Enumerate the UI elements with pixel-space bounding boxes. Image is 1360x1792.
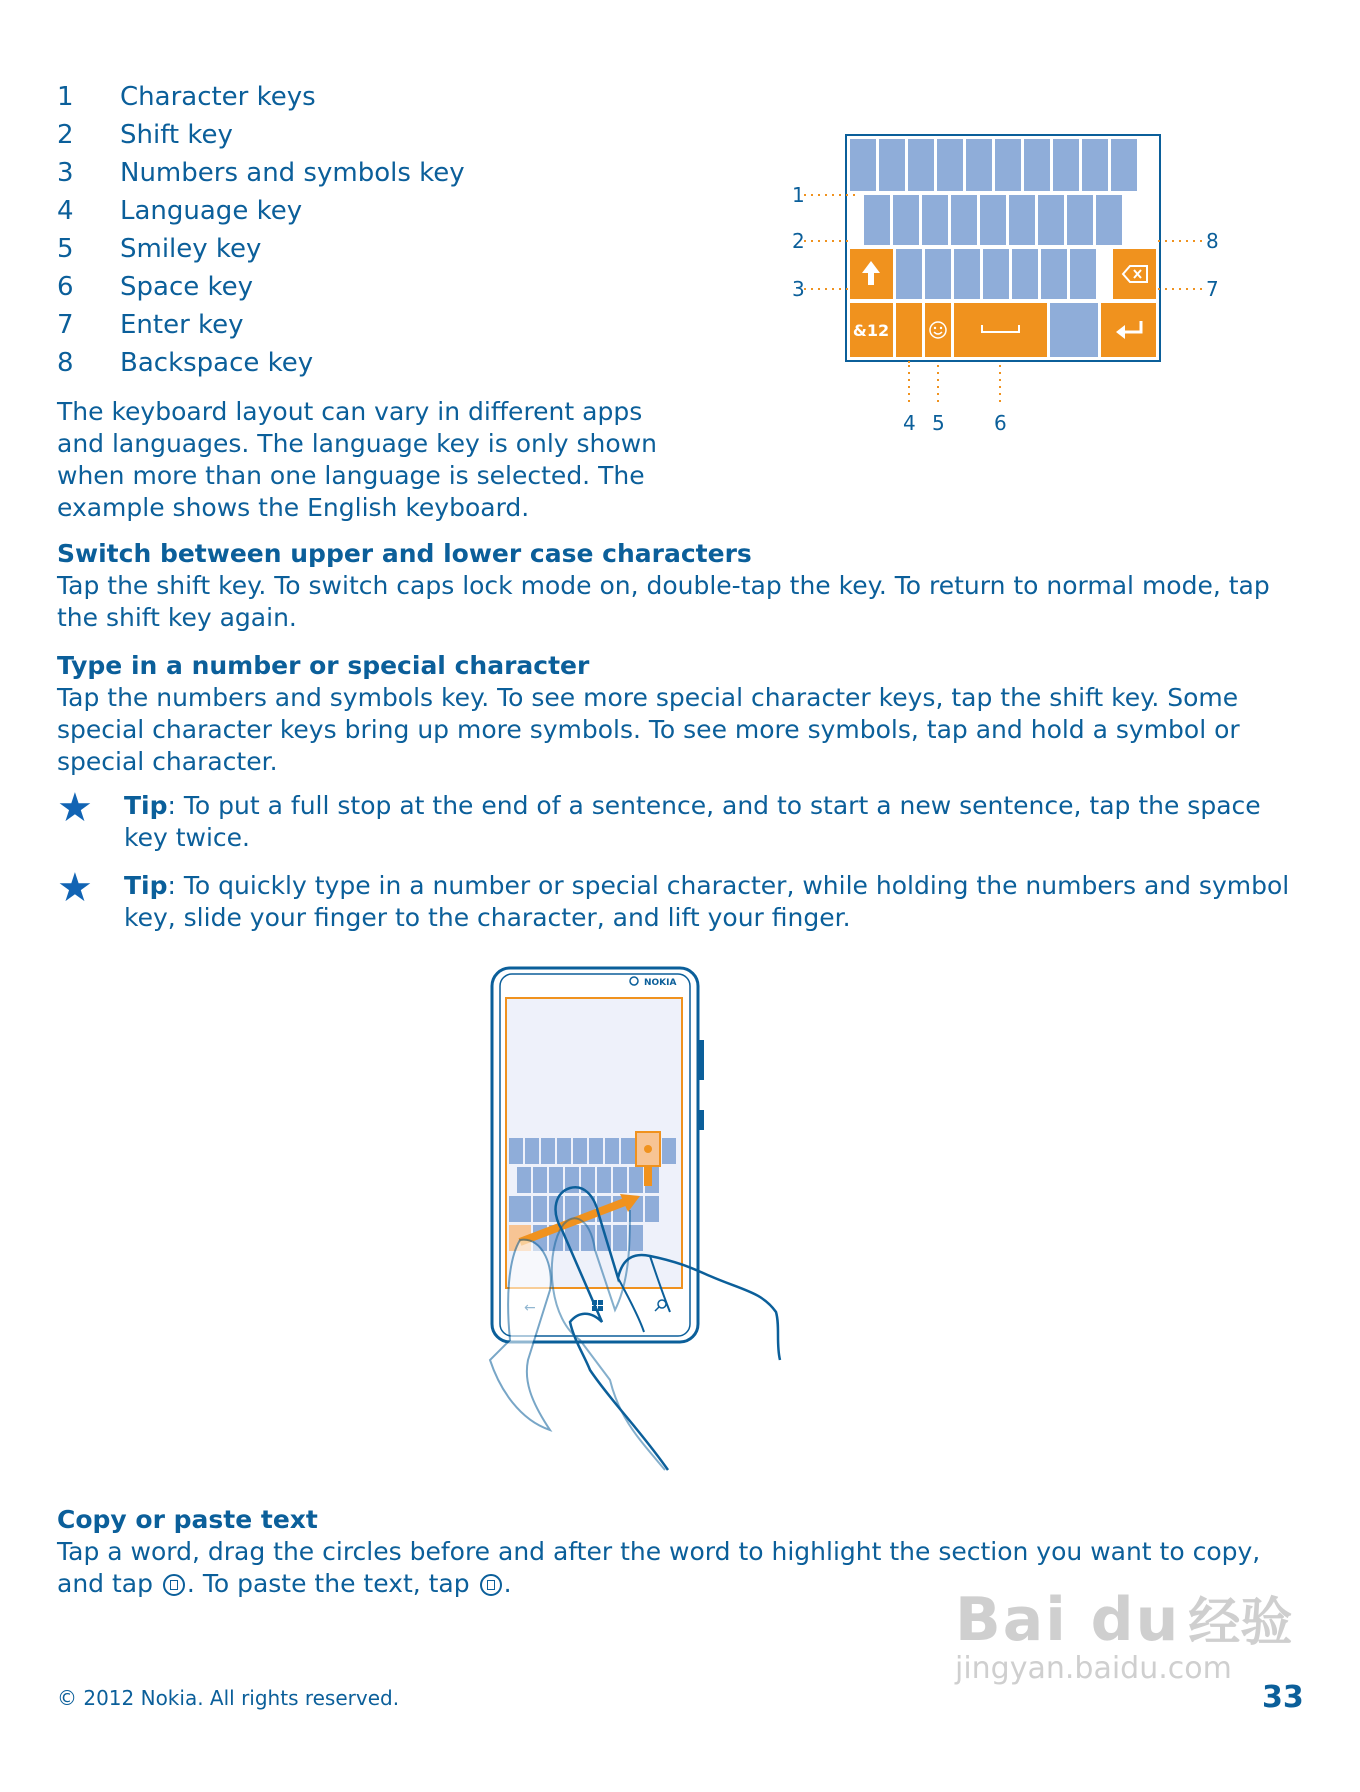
callout-7: 7: [1206, 277, 1219, 301]
callout-1: 1: [792, 183, 805, 207]
body-text: .: [503, 1569, 512, 1598]
legend-item: [57, 154, 617, 192]
keyboard-diagram: [780, 125, 1240, 435]
legend-label: Character keys: [120, 82, 316, 112]
tip-label: Tip: [124, 871, 168, 900]
star-icon: ★: [57, 785, 93, 831]
legend-number: 3: [57, 158, 74, 188]
legend-number: 5: [57, 234, 74, 264]
body-text: Tap a word, drag the circles before and after the word to highlight the section you want to copy, and tap: [57, 1537, 1261, 1598]
phone-brand: NOKIA: [644, 978, 677, 988]
paste-icon: [480, 1574, 502, 1596]
page-number: 33: [1262, 1680, 1304, 1715]
legend-item: [57, 230, 617, 268]
callout-8: 8: [1206, 229, 1219, 253]
star-icon: ★: [57, 865, 93, 911]
switch-case-section: [57, 538, 1307, 634]
space-key: [954, 303, 1047, 357]
watermark-chinese: 经验: [1188, 1593, 1293, 1653]
section-body: Tap the shift key. To switch caps lock mode on, double-tap the key. To return to normal mode, tap the shift key again.: [57, 571, 1270, 632]
section-heading: Copy or paste text: [57, 1505, 318, 1534]
callout-3: 3: [792, 277, 805, 301]
section-body: Tap the numbers and symbols key. To see more special character keys, tap the shift key. Some special character keys bring up more symbols. To see more symbols, tap and hold a symbol or special character.: [57, 683, 1240, 776]
legend-label: Language key: [120, 196, 303, 226]
legend-item: [57, 344, 617, 382]
special-character-section: [57, 650, 1307, 778]
legend-label: Numbers and symbols key: [120, 158, 465, 188]
legend-label: Smiley key: [120, 234, 262, 264]
tip-text: [124, 790, 1307, 854]
legend-number: 1: [57, 82, 74, 112]
legend-number: 4: [57, 196, 74, 226]
baidu-watermark: [955, 1580, 1292, 1686]
legend-label: Space key: [120, 272, 254, 302]
callout-5: 5: [932, 411, 945, 435]
section-heading: Switch between upper and lower case characters: [57, 539, 752, 568]
legend-label: Backspace key: [120, 348, 314, 378]
legend-number: 8: [57, 348, 74, 378]
legend-item: [57, 268, 617, 306]
phone-illustration: [480, 960, 900, 1480]
body-text: . To paste the text, tap: [186, 1569, 478, 1598]
watermark-url: jingyan.baidu.com: [955, 1651, 1232, 1686]
tip-label: Tip: [124, 791, 168, 820]
legend-item: [57, 78, 617, 116]
tip-block: [57, 785, 1307, 854]
key-legend: [57, 78, 617, 382]
legend-number: 6: [57, 272, 74, 302]
callout-4: 4: [903, 411, 916, 435]
legend-label: Shift key: [120, 120, 233, 150]
tip-text: [124, 870, 1307, 934]
smiley-key: [925, 303, 951, 357]
tip-body: : To put a full stop at the end of a sentence, and to start a new sentence, tap the space key twice.: [124, 791, 1261, 852]
legend-item: [57, 116, 617, 154]
callout-2: 2: [792, 229, 805, 253]
legend-item: [57, 192, 617, 230]
copyright-footer: © 2012 Nokia. All rights reserved.: [57, 1686, 400, 1710]
intro-paragraph: The keyboard layout can vary in different apps and languages. The language key is only shown when more than one language is selected. The example shows the English keyboard.: [57, 397, 657, 522]
language-key: [896, 303, 922, 357]
legend-number: 2: [57, 120, 74, 150]
backspace-key: [1113, 249, 1156, 299]
callout-6: 6: [994, 411, 1007, 435]
copy-icon: [163, 1574, 185, 1596]
section-heading: Type in a number or special character: [57, 651, 590, 680]
tip-block: [57, 865, 1307, 934]
watermark-brand: Bai du: [955, 1585, 1181, 1655]
legend-number: 7: [57, 310, 74, 340]
numbers-key-label: &12: [852, 321, 890, 340]
enter-key: [1101, 303, 1156, 357]
legend-item: [57, 306, 617, 344]
legend-label: Enter key: [120, 310, 244, 340]
tip-body: : To quickly type in a number or special character, while holding the numbers and symbol key, slide your finger to the character, and lift your finger.: [124, 871, 1290, 932]
